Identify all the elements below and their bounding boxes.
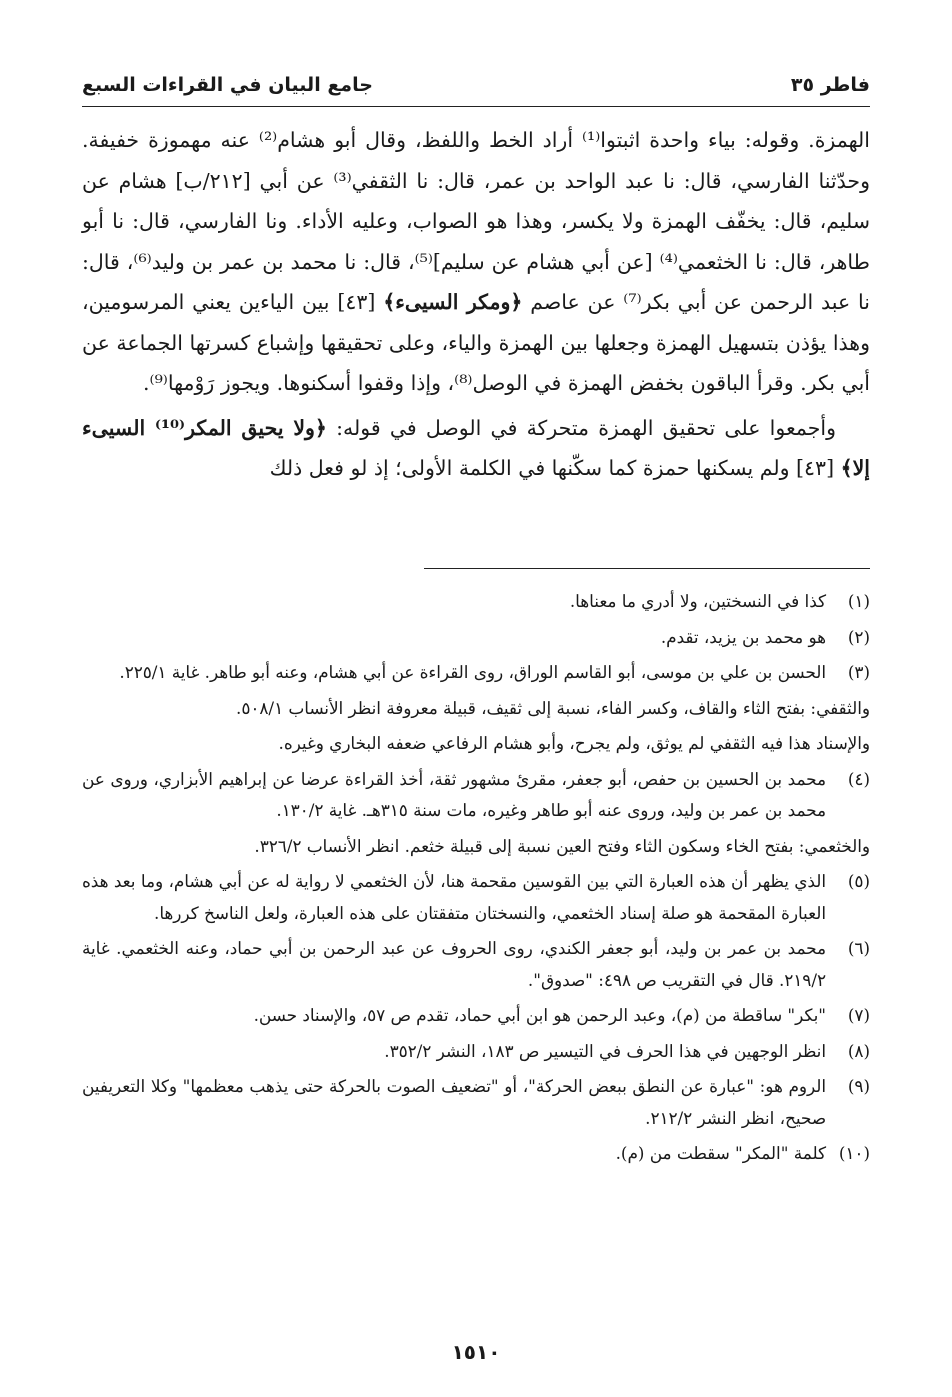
footnote [82,1000,870,1032]
footnotes [82,586,870,1174]
book-title: جامع البيان في القراءات السبع [82,74,373,96]
footnote-text: كلمة "المكر" سقطت من (م). [615,1143,826,1163]
footnote-number: (٨) [847,1040,870,1061]
footnote-number: (٢) [847,626,870,647]
paragraph-2-text: وأجمعوا على تحقيق الهمزة متحركة في الوصل في قوله: [336,415,836,440]
main-text [82,120,870,489]
footnote [82,866,870,929]
footnote-number: (٦) [847,938,870,958]
footnote-text: "بكر" ساقطة من (م)، وعبد الرحمن هو ابن أبي حماد، تقدم ص ٥٧، والإسناد حسن. [253,1005,826,1025]
paragraph-1-rest: [٤٣] بين الياءين يعني المرسومين، وهذا يؤذن بتسهيل الهمزة وجعلها بين الهمزة والياء، وعلى تحقيقها وإشباع كسرتها الجماعة عن أبي بكر. وقرأ الباقون بخفض الهمزة في الوصل⁽⁸⁾، وإذا وقفوا أسكنوها. ويجوز رَوْمها⁽⁹⁾. [82,290,870,395]
footnote-text: الحسن بن علي بن موسى، أبو القاسم الوراق، روى القراءة عن أبي هشام، وعنه أبو طاهر. غاية ٢٢٥/١. [119,662,826,682]
footnote-continuation [82,831,870,863]
paragraph-2 [82,408,870,489]
paragraph-1-text: الهمزة. وقوله: بياء واحدة اثبتوا⁽¹⁾ أراد الخط واللفظ، وقال أبو هشام⁽²⁾ عنه مهموزة خفيفة. وحدّثنا الفارسي، قال: نا عبد الواحد بن عمر، قال: نا الثقفي⁽³⁾ عن أبي [٢١٢/ب] هشام عن سليم، قال: يخفّف الهمزة ولا يكسر، وهذا هو الصواب، وعليه الأداء. ونا الفارسي، قال: نا أبو طاهر، قال: نا الخثعمي⁽⁴⁾ [عن أبي هشام عن سليم]⁽⁵⁾، قال: نا محمد بن عمر بن وليد⁽⁶⁾، قال: نا عبد الرحمن عن أبي بكر⁽⁷⁾ عن عاصم [82,128,870,314]
footnote-number: (١٠) [838,1143,870,1163]
footnote-text: محمد بن عمر بن وليد، أبو جعفر الكندي، روى الحروف عن عبد الرحمن بن أبي حماد، وعنه الخثعمي. غاية ٢١٩/٢. قال في التقريب ص ٤٩٨: "صدوق". [82,938,826,990]
surah-label: فاطر ٣٥ [790,74,870,96]
footnote-text: الروم هو: "عبارة عن النطق ببعض الحركة"، أو "تضعيف الصوت بالحركة حتى يذهب معظمها" وكلا التعريفين صحيح، انظر النشر ٢١٢/٢. [82,1076,826,1128]
running-header [82,70,870,104]
footnote [82,1036,870,1068]
footnote-number: (١) [847,591,870,611]
paragraph-1 [82,120,870,404]
footnote-text: والإسناد هذا فيه الثقفي لم يوثق، ولم يجرح، وأبو هشام الرفاعي ضعفه البخاري وغيره. [278,733,870,753]
footnote [82,622,870,654]
footnote-text: كذا في النسختين، ولا أدري ما معناها. [569,591,826,611]
footnote-continuation [82,693,870,725]
footnote [82,586,870,618]
footnote [82,764,870,827]
footnote-text: والثقفي: بفتح الثاء والقاف، وكسر الفاء، نسبة إلى ثقيف، قبيلة معروفة انظر الأنساب ٥٠٨/١. [236,697,870,718]
footnote [82,1071,870,1134]
footnote [82,657,870,689]
header-divider [82,106,870,107]
footnote-text: انظر الوجهين في هذا الحرف في التيسير ص ١٨٣، النشر ٣٥٢/٢. [384,1040,826,1061]
footnote-number: (٣) [847,662,870,682]
footnote-divider [424,568,870,569]
footnote-text: والخثعمي: بفتح الخاء وسكون الثاء وفتح العين نسبة إلى قبيلة خثعم. انظر الأنساب ٣٢٦/٢. [254,835,870,856]
footnote-number: (٤) [847,768,870,789]
paragraph-2-rest: [٤٣] ولم يسكنها حمزة كما سكّنها في الكلمة الأولى؛ إذ لو فعل ذلك [269,456,835,480]
footnote-number: (٧) [847,1005,870,1025]
footnote [82,933,870,996]
footnote-continuation [82,728,870,760]
footnote-number: (٩) [847,1076,870,1096]
quran-quote-2: ﴿ولا يحيق المكر⁽¹⁰⁾ السيىء إلا﴾ [82,415,870,480]
quran-quote-1: ﴿ومكر السيىء﴾ [383,290,523,314]
footnote-text: محمد بن الحسين بن حفص، أبو جعفر، مقرئ مشهور ثقة، أخذ القراءة عرضا عن إبراهيم الأبزاري، وروى عن محمد بن عمر بن وليد، وروى عنه أبو طاهر وغيره، مات سنة ٣١٥هـ. غاية ١٣٠/٢. [82,768,826,820]
footnote [82,1138,870,1170]
footnote-text: الذي يظهر أن هذه العبارة التي بين القوسين مقحمة هنا، لأن الخثعمي لا رواية له عن أبي هشام، وما بعد هذه العبارة المقحمة هو صلة إسناد الخثعمي، والنسختان متفقتان على هذه العبارة، ولعل الناسخ كررها. [82,871,826,923]
page-number: ١٥١٠ [451,1340,501,1364]
footnote-number: (٥) [847,871,870,891]
footnote-text: هو محمد بن يزيد، تقدم. [660,626,826,647]
